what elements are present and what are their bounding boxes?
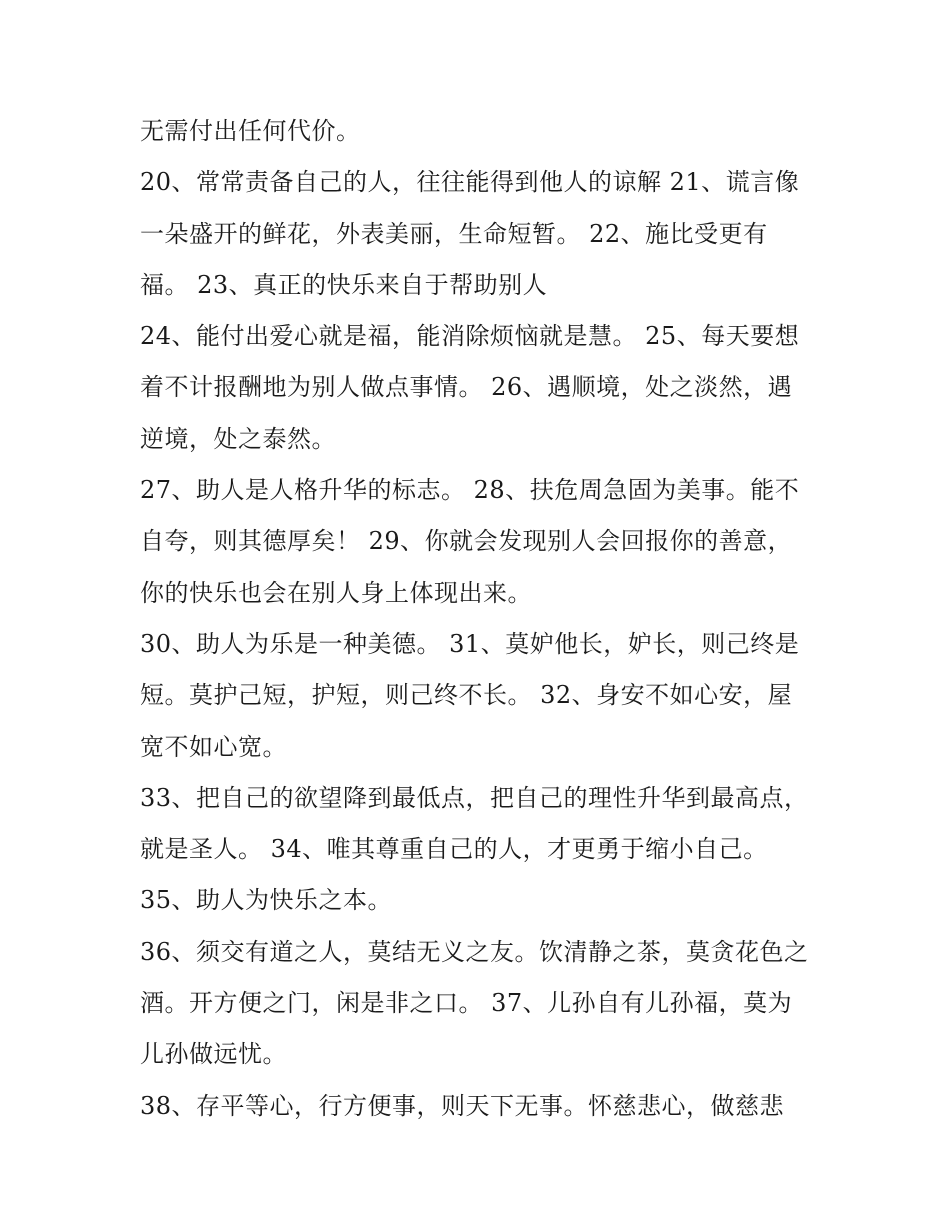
text-line: 自夸，则其德厚矣！ 29、你就会发现别人会回报你的善意， xyxy=(140,527,793,556)
text-line: 35、助人为快乐之本。 xyxy=(140,886,393,915)
text-line: 你的快乐也会在别人身上体现出来。 xyxy=(140,578,532,607)
text-line: 38、存平等心，行方便事，则天下无事。怀慈悲心，做慈悲 xyxy=(140,1091,785,1120)
text-line: 20、常常责备自己的人，往往能得到他人的谅解 21、谎言像 xyxy=(140,168,800,197)
text-line: 36、须交有道之人，莫结无义之友。饮清静之茶，莫贪花色之 xyxy=(140,937,809,966)
text-line: 着不计报酬地为别人做点事情。 26、遇顺境，处之淡然，遇 xyxy=(140,373,793,402)
text-line: 无需付出任何代价。 xyxy=(140,117,361,145)
text-line: 逆境，处之泰然。 xyxy=(140,424,336,453)
text-line: 27、助人是人格升华的标志。 28、扶危周急固为美事。能不 xyxy=(140,476,800,505)
text-line: 儿孙做远忧。 xyxy=(140,1040,287,1069)
text-line: 24、能付出爱心就是福，能消除烦恼就是慧。 25、每天要想 xyxy=(140,322,800,351)
text-line: 30、助人为乐是一种美德。 31、莫妒他长，妒长，则己终是 xyxy=(140,629,800,658)
text-line: 33、把自己的欲望降到最低点，把自己的理性升华到最高点， xyxy=(140,783,809,812)
text-line: 就是圣人。 34、唯其尊重自己的人，才更勇于缩小自己。 xyxy=(140,835,768,864)
document-text-body xyxy=(140,106,830,1132)
text-line: 福。 23、真正的快乐来自于帮助别人 xyxy=(140,270,548,299)
text-line: 酒。开方便之门，闲是非之口。 37、儿孙自有儿孙福，莫为 xyxy=(140,989,793,1018)
text-line: 一朵盛开的鲜花，外表美丽，生命短暂。 22、施比受更有 xyxy=(140,219,768,248)
text-line: 宽不如心宽。 xyxy=(140,732,287,761)
text-line: 短。莫护己短，护短，则己终不长。 32、身安不如心安，屋 xyxy=(140,681,793,710)
